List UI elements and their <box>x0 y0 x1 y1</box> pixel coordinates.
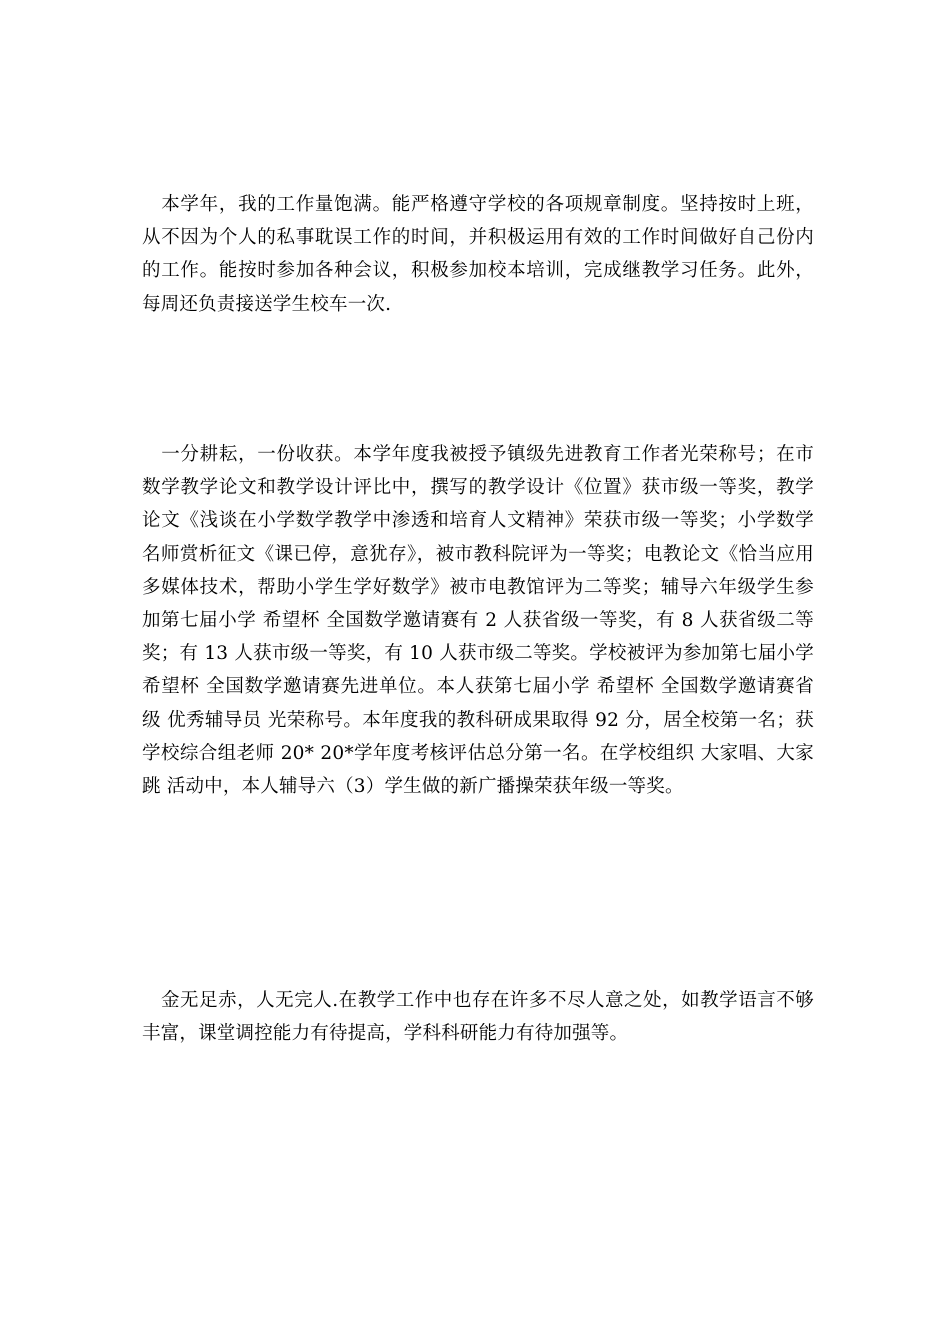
paragraph-work-attitude: 本学年，我的工作量饱满。能严格遵守学校的各项规章制度。坚持按时上班，从不因为个人的私事耽误工作的时间，并积极运用有效的工作时间做好自己份内的工作。能按时参加各种会议，积极参加校本培训，完成继教学习任务。此外，每周还负责接送学生校车一次. <box>142 194 814 315</box>
paragraph-achievements: 一分耕耘，一份收获。本学年度我被授予镇级先进教育工作者光荣称号；在市数学教学论文和教学设计评比中，撰写的教学设计《位置》获市级一等奖，教学论文《浅谈在小学数学教学中渗透和培育人文精神》荣获市级一等奖；小学数学名师赏析征文《课已停，意犹存》，被市教科院评为一等奖；电教论文《恰当应用多媒体技术，帮助小学生学好数学》被市电教馆评为二等奖；辅导六年级学生参加第七届小学 希望杯 全国数学邀请赛有 2 人获省级一等奖，有 8 人获省级二等奖；有 13 人获市级一等奖，有 10 人获市级二等奖。学校被评为参加第七届小学 希望杯 全国数学邀请赛先进单位。本人获第七届小学 希望杯 全国数学邀请赛省级 优秀辅导员 光荣称号。本年度我的教科研成果取得 92 分，居全校第一名；获学校综合组老师 20* 20*学年度考核评估总分第一名。在学校组织 大家唱、大家跳 活动中，本人辅导六（3）学生做的新广播操荣获年级一等奖。 <box>142 444 814 798</box>
paragraph-shortcomings: 金无足赤，人无完人.在教学工作中也存在许多不尽人意之处，如教学语言不够丰富，课堂调控能力有待提高，学科科研能力有待加强等。 <box>142 990 814 1045</box>
